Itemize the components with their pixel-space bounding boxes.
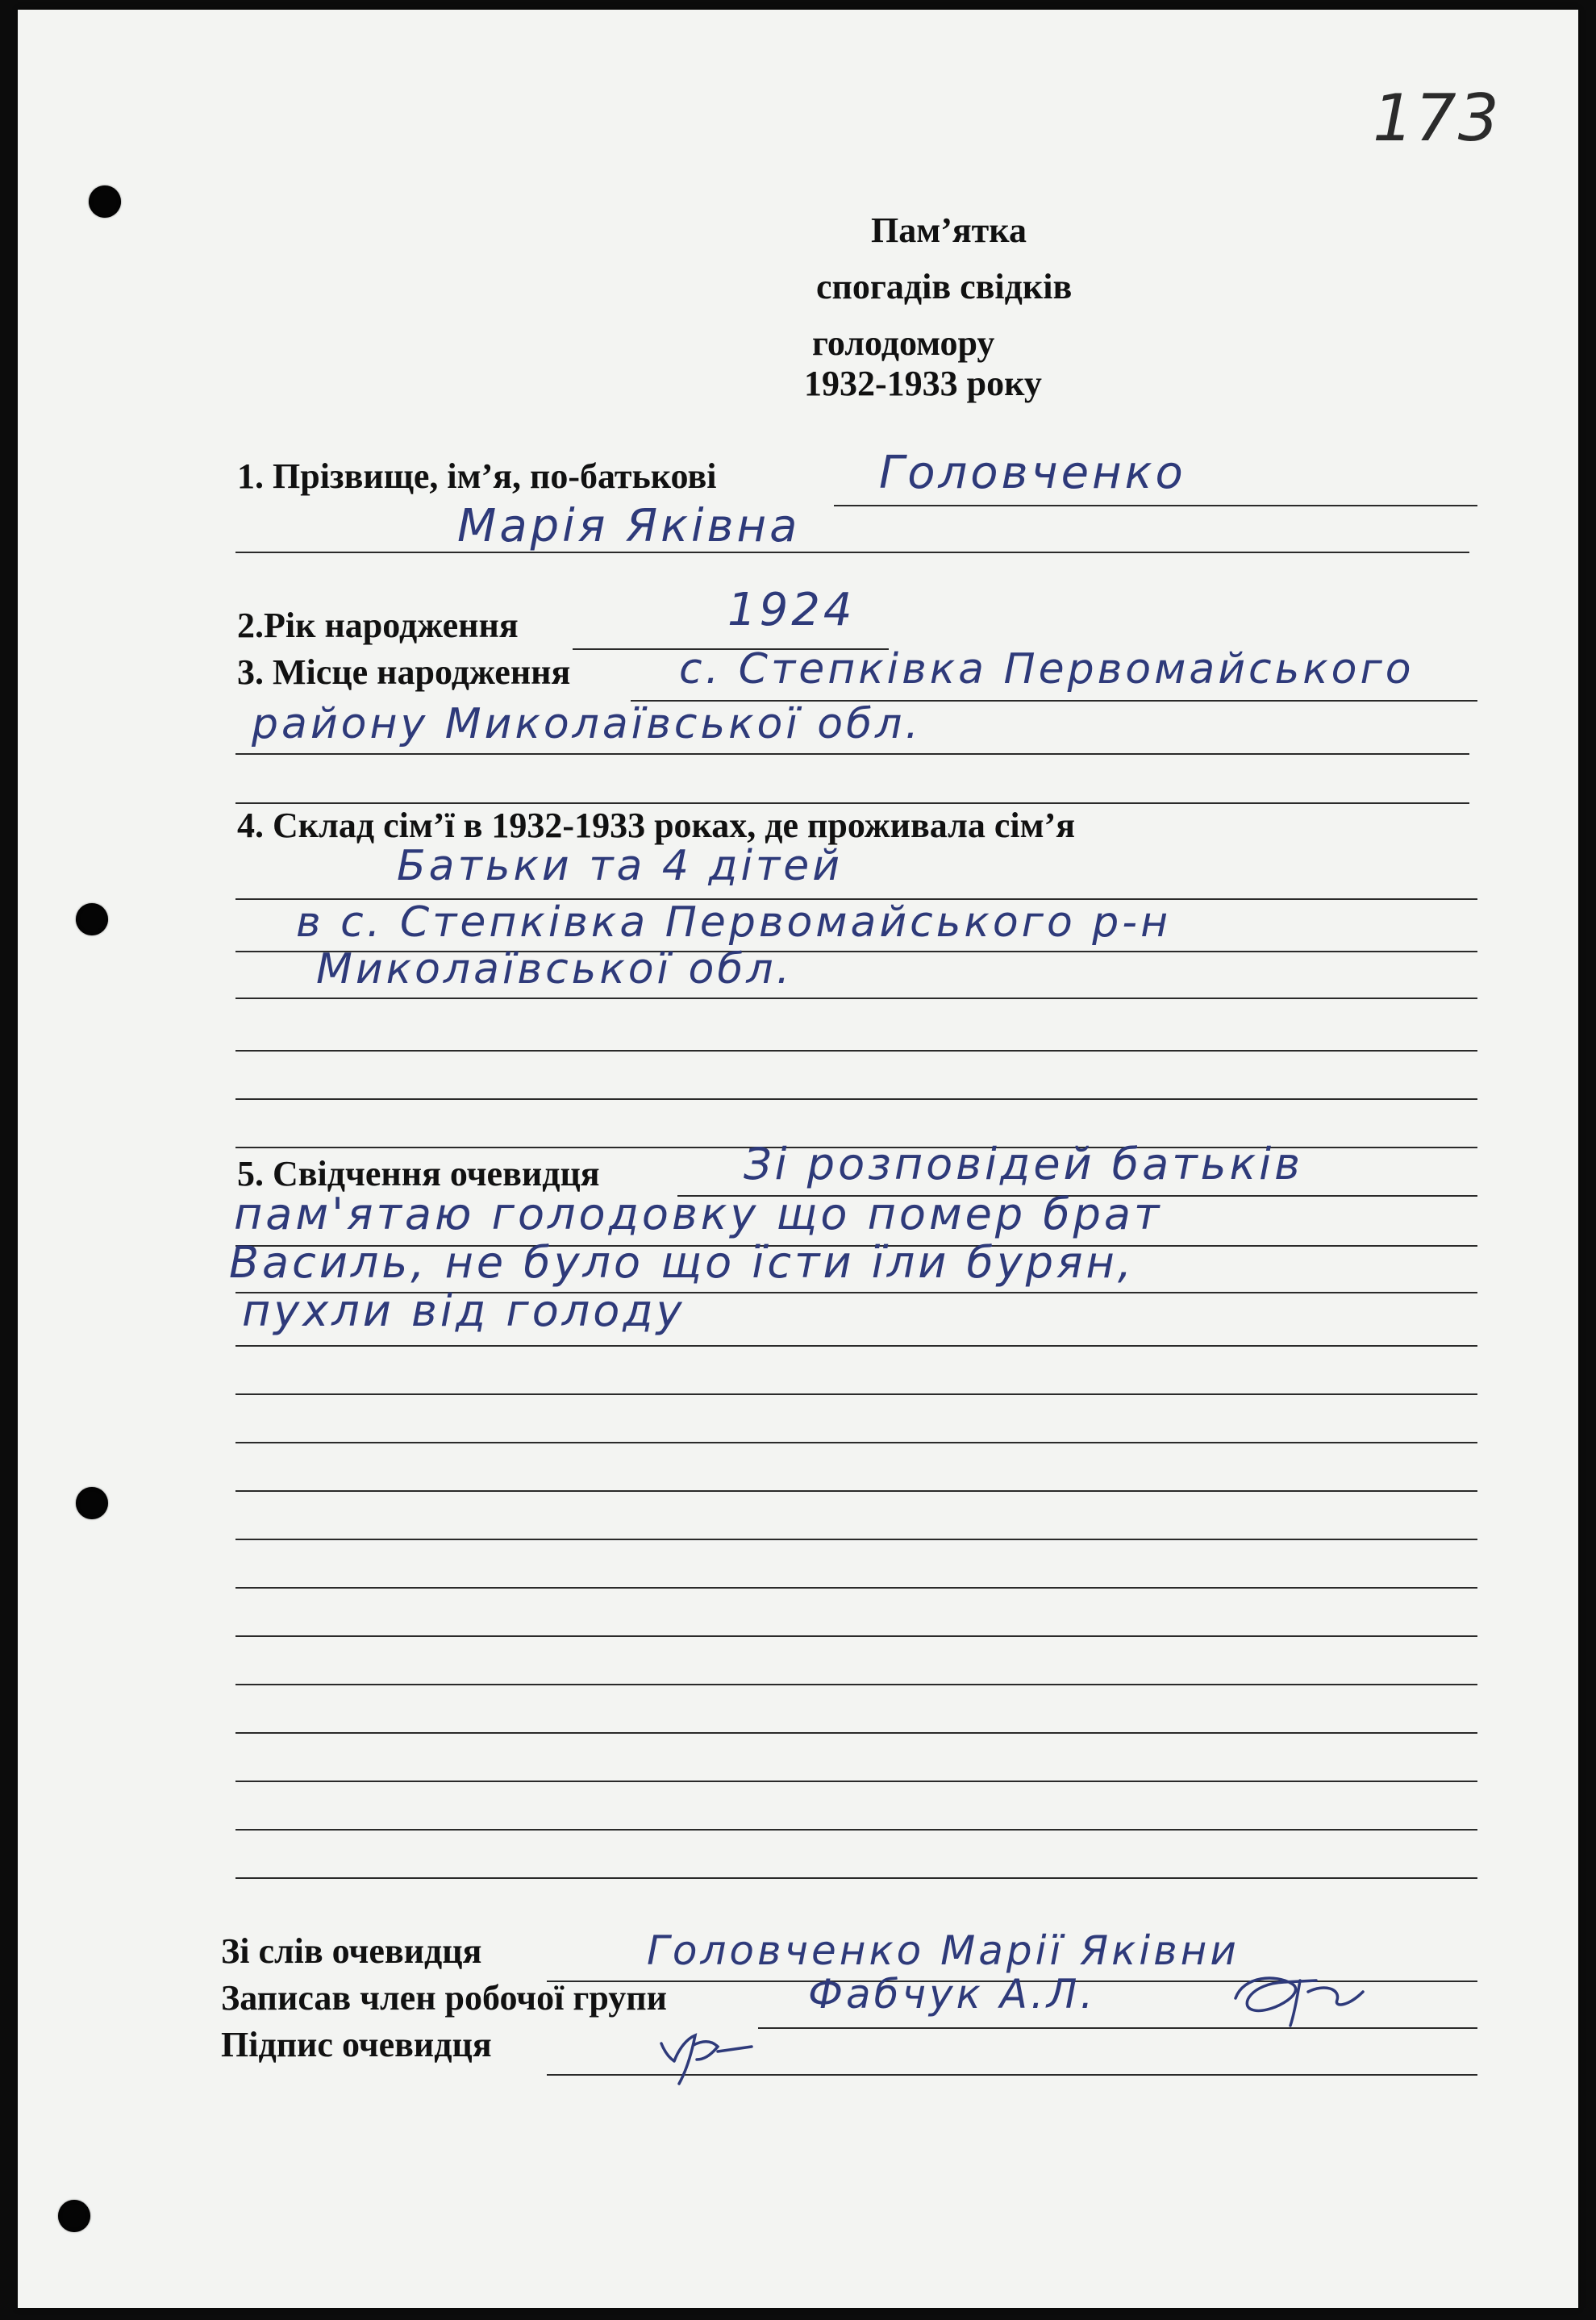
title-line-1: Пам’ятка xyxy=(871,210,1027,250)
q4-label: 4. Склад сім’ї в 1932-1933 роках, де проживала сім’я xyxy=(237,806,1076,845)
answer-line xyxy=(235,552,1469,553)
q5-label: 5. Свідчення очевидця xyxy=(237,1154,600,1193)
answer-line xyxy=(235,1635,1477,1637)
answer-line xyxy=(235,802,1469,804)
answer-line xyxy=(235,1098,1477,1100)
q5-answer-line4: пухли від голоду xyxy=(242,1285,685,1336)
answer-line xyxy=(235,1829,1477,1831)
recorder-answer: Фабчук А.Л. xyxy=(808,1971,1097,2018)
q5-answer-line2: пам'ятаю голодовку що помер брат xyxy=(234,1189,1163,1239)
recorder-signature xyxy=(1219,1960,1373,2032)
punch-hole xyxy=(89,185,121,218)
q3-label: 3. Місце народження xyxy=(237,652,571,692)
answer-line xyxy=(235,1345,1477,1347)
q5-answer-line1: Зі розповідей батьків xyxy=(744,1139,1303,1189)
answer-line xyxy=(235,1539,1477,1540)
answer-line xyxy=(235,753,1469,755)
q2-label: 2.Рік народження xyxy=(237,606,519,645)
q2-answer: 1924 xyxy=(727,584,856,636)
answer-line xyxy=(834,505,1477,506)
q4-answer-line3: Миколаївської обл. xyxy=(316,945,794,993)
signature-label: Підпис очевидця xyxy=(221,2025,492,2064)
answer-line xyxy=(235,1050,1477,1052)
q3-answer-line2: району Миколаївської обл. xyxy=(252,700,922,748)
answer-line xyxy=(235,1684,1477,1685)
punch-hole xyxy=(76,903,108,935)
title-line-3: голодомору xyxy=(812,323,995,363)
q4-answer-line1: Батьки та 4 дітей xyxy=(397,842,843,890)
q4-answer-line2: в с. Степківка Первомайського р-н xyxy=(296,898,1172,947)
q1-answer-surname: Головченко xyxy=(879,447,1186,499)
punch-hole xyxy=(76,1487,108,1519)
q3-answer-line1: с. Степківка Первомайського xyxy=(679,645,1415,694)
q5-answer-line3: Василь, не було що їсти їли бурян, xyxy=(229,1237,1136,1288)
answer-line xyxy=(235,1490,1477,1492)
answer-line xyxy=(235,1587,1477,1589)
answer-line xyxy=(235,1781,1477,1782)
q1-answer-name: Марія Яківна xyxy=(457,500,801,552)
title-line-4: 1932-1933 року xyxy=(804,364,1042,403)
answer-line xyxy=(235,1732,1477,1734)
page-number: 173 xyxy=(1373,81,1501,156)
answer-line xyxy=(235,1442,1477,1443)
punch-hole xyxy=(58,2200,90,2232)
answer-line xyxy=(235,1393,1477,1395)
witness-answer: Головченко Марії Яківни xyxy=(647,1927,1240,1974)
recorder-label: Записав член робочої групи xyxy=(221,1978,667,2018)
witness-signature xyxy=(647,2019,760,2092)
answer-line xyxy=(235,998,1477,999)
document-page xyxy=(18,10,1578,2308)
title-line-2: спогадів свідків xyxy=(816,267,1073,306)
answer-line xyxy=(235,1877,1477,1879)
q1-label: 1. Прізвище, ім’я, по-батькові xyxy=(237,456,717,496)
witness-label: Зі слів очевидця xyxy=(221,1931,482,1971)
